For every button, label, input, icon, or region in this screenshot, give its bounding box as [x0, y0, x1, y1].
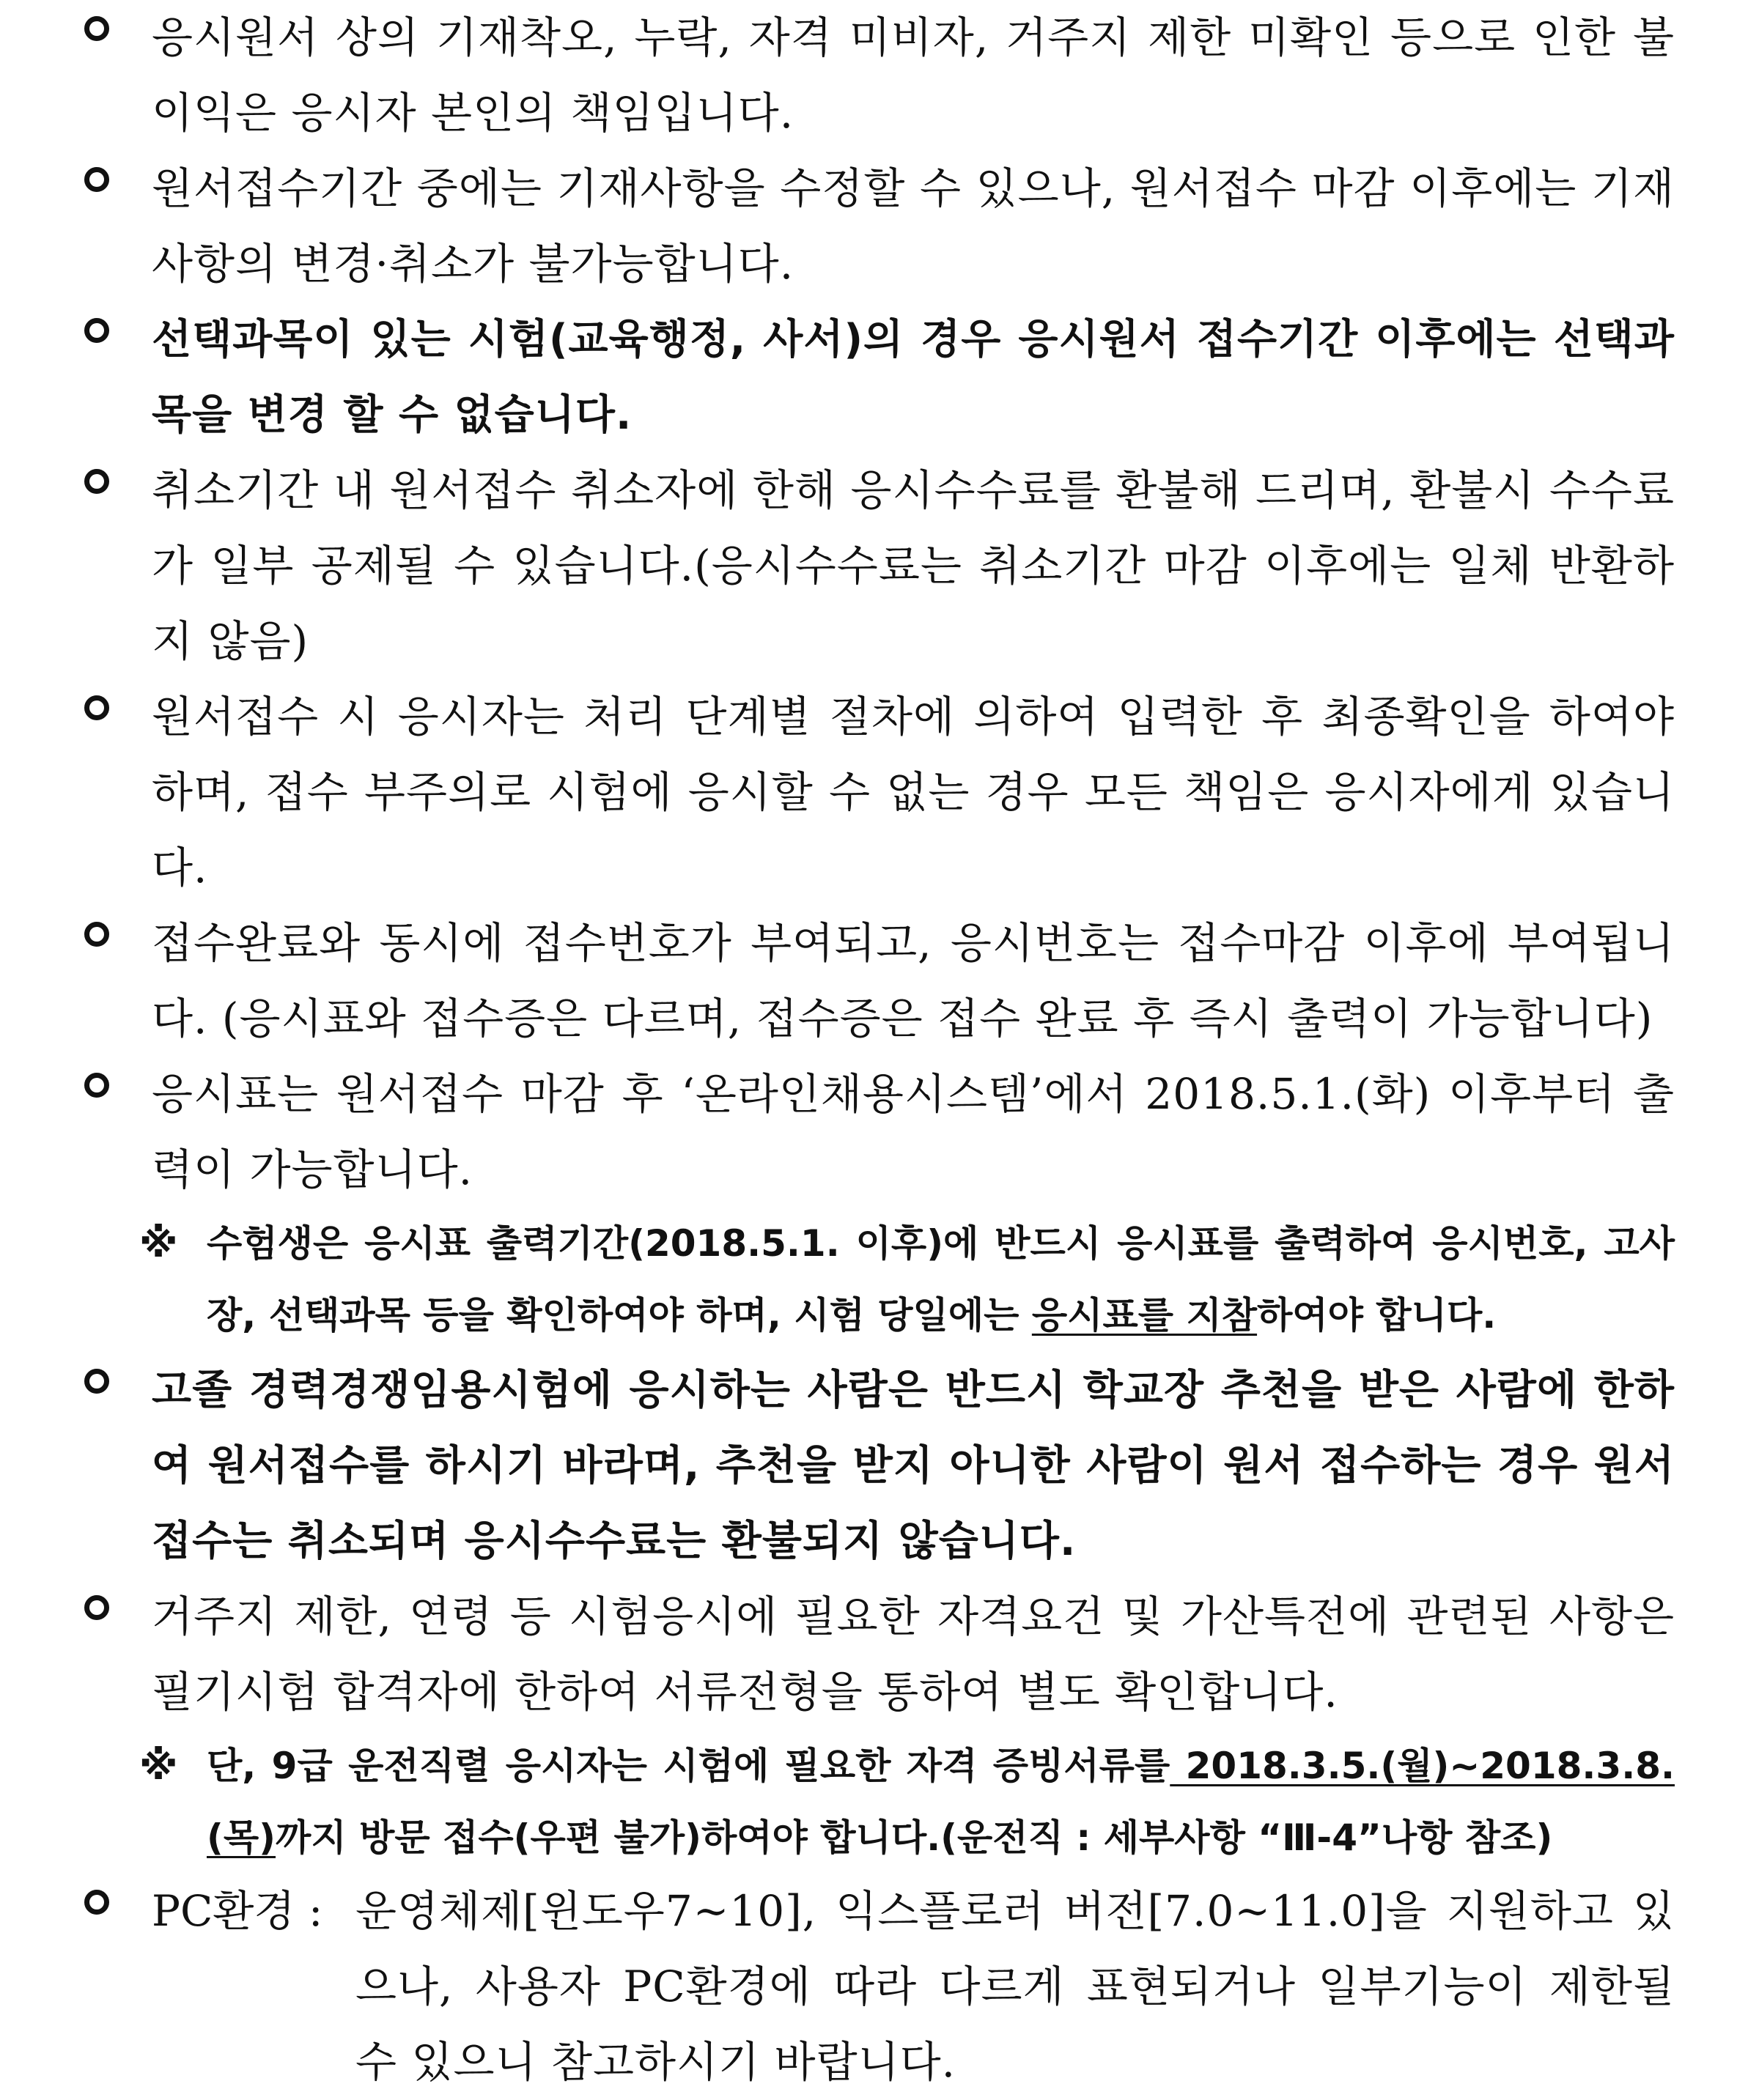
list-item	[84, 453, 1675, 679]
list-item	[84, 302, 1675, 453]
item-text: 응시표는 원서접수 마감 후 ‘온라인채용시스템’에서 2018.5.1.(화) 이후부터 출력이 가능합니다.	[152, 1069, 1675, 1194]
list-item	[84, 679, 1675, 906]
list-item	[84, 1057, 1675, 1208]
list-item-pc-environment	[84, 1874, 1675, 2100]
list-item	[84, 0, 1675, 151]
item-text: 운영체제[윈도우7~10], 익스플로러 버전[7.0~11.0]을 지원하고 있으나, 사용자 PC환경에 따라 다르게 표현되거나 일부기능이 제한될 수 있으니 참고하시기 바랍니다.	[355, 1886, 1675, 2087]
circle-bullet-icon	[84, 695, 109, 720]
circle-bullet-icon	[84, 1890, 109, 1915]
circle-bullet-icon	[84, 922, 109, 947]
pc-label: PC환경 :	[152, 1886, 323, 1936]
item-text: 선택과목이 있는 시험(교육행정, 사서)의 경우 응시원서 접수기간 이후에는 선택과목을 변경 할 수 없습니다.	[152, 316, 1675, 439]
item-text: 응시원서 상의 기재착오, 누락, 자격 미비자, 거주지 제한 미확인 등으로 인한 불이익은 응시자 본인의 책임입니다.	[152, 12, 1675, 138]
circle-bullet-icon	[84, 16, 109, 41]
circle-bullet-icon	[84, 167, 109, 192]
circle-bullet-icon	[84, 1073, 109, 1098]
note-print-admission	[139, 1208, 1675, 1351]
list-item	[84, 151, 1675, 302]
item-text: 원서접수기간 중에는 기재사항을 수정할 수 있으나, 원서접수 마감 이후에는 기재사항의 변경·취소가 불가능합니다.	[152, 163, 1675, 289]
circle-bullet-icon	[84, 469, 109, 494]
note-text: 수험생은 응시표 출력기간(2018.5.1. 이후)에 반드시 응시표를 출력하여 응시번호, 고사장, 선택과목 등을 확인하여야 하며, 시험 당일에는 응시표를 지참하여야 합니다.	[207, 1222, 1675, 1336]
item-text: 접수완료와 동시에 접수번호가 부여되고, 응시번호는 접수마감 이후에 부여됩니다. (응시표와 접수증은 다르며, 접수증은 접수 완료 후 즉시 출력이 가능합니다)	[152, 918, 1675, 1043]
note-driver-documents	[139, 1730, 1675, 1874]
reference-mark-icon: ※	[139, 1742, 178, 1789]
item-text: 고졸 경력경쟁임용시험에 응시하는 사람은 반드시 학교장 추천을 받은 사람에 한하여 원서접수를 하시기 바라며, 추천을 받지 아니한 사람이 원서 접수하는 경우 원서접수는 취소되며 응시수수료는 환불되지 않습니다.	[152, 1367, 1675, 1565]
item-text: 원서접수 시 응시자는 처리 단계별 절차에 의하여 입력한 후 최종확인을 하여야 하며, 접수 부주의로 시험에 응시할 수 없는 경우 모든 책임은 응시자에게 있습니다.	[152, 692, 1675, 892]
list-item	[84, 906, 1675, 1057]
item-text: 취소기간 내 원서접수 취소자에 한해 응시수수료를 환불해 드리며, 환불시 수수료가 일부 공제될 수 있습니다.(응시수수료는 취소기간 마감 이후에는 일체 반환하지 않음)	[152, 465, 1675, 666]
reference-mark-icon: ※	[139, 1220, 178, 1266]
note-text: 단, 9급 운전직렬 응시자는 시험에 필요한 자격 증빙서류를 2018.3.5.(월)~2018.3.8.(목)까지 방문 접수(우편 불가)하여야 합니다.(운전직 : 세부사항 “Ⅲ-4”나항 참조)	[207, 1745, 1675, 1859]
circle-bullet-icon	[84, 318, 109, 343]
list-item	[84, 1353, 1675, 1579]
underlined-text: 2018.3.5.(월)~2018.3.8.(목)	[207, 1745, 1675, 1859]
circle-bullet-icon	[84, 1595, 109, 1620]
underlined-text: 응시표를 지참	[1031, 1294, 1258, 1336]
circle-bullet-icon	[84, 1369, 109, 1394]
list-item	[84, 1579, 1675, 1730]
item-text: 거주지 제한, 연령 등 시험응시에 필요한 자격요건 및 가산특전에 관련된 사항은 필기시험 합격자에 한하여 서류전형을 통하여 별도 확인합니다.	[152, 1591, 1675, 1717]
